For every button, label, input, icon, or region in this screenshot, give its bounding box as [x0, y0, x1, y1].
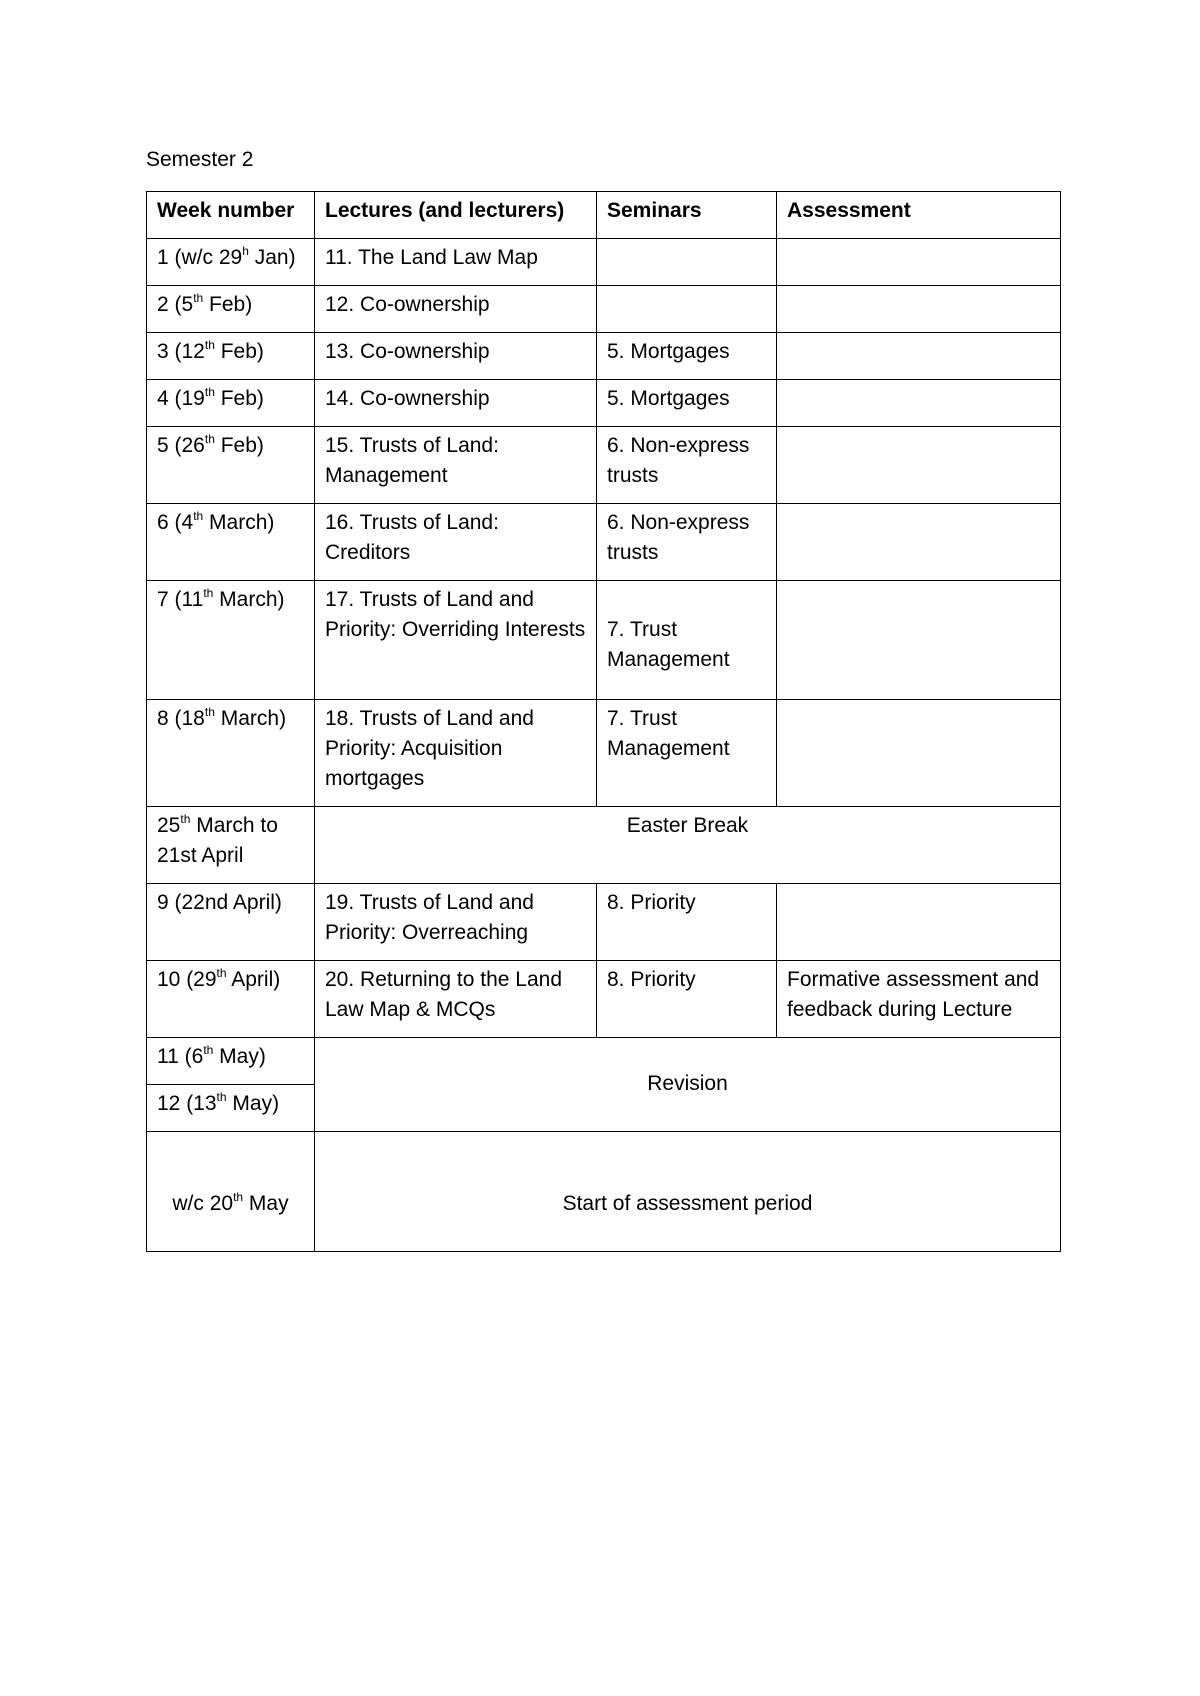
assessment-cell — [777, 884, 1061, 961]
week-cell: 10 (29th April) — [147, 961, 315, 1038]
table-row — [147, 504, 1061, 581]
assessment-cell — [777, 380, 1061, 427]
lecture-cell: 16. Trusts of Land: Creditors — [315, 504, 597, 581]
schedule-table — [146, 191, 1061, 1252]
assessment-cell — [777, 239, 1061, 286]
table-row — [147, 581, 1061, 700]
easter-break-label: Easter Break — [315, 807, 1061, 884]
assessment-cell: Formative assessment and feedback during Lecture — [777, 961, 1061, 1038]
table-row — [147, 884, 1061, 961]
seminar-cell: 6. Non-express trusts — [597, 504, 777, 581]
table-row — [147, 1038, 1061, 1085]
lecture-cell: 11. The Land Law Map — [315, 239, 597, 286]
table-row — [147, 427, 1061, 504]
week-cell: 3 (12th Feb) — [147, 333, 315, 380]
table-row — [147, 239, 1061, 286]
revision-label: Revision — [315, 1038, 1061, 1132]
seminar-cell — [597, 286, 777, 333]
assessment-period-label: Start of assessment period — [315, 1132, 1061, 1252]
week-cell: 8 (18th March) — [147, 700, 315, 807]
lecture-cell: 18. Trusts of Land and Priority: Acquisition mortgages — [315, 700, 597, 807]
week-cell: 25th March to 21st April — [147, 807, 315, 884]
lecture-cell: 17. Trusts of Land and Priority: Overriding Interests — [315, 581, 597, 700]
lecture-cell: 12. Co-ownership — [315, 286, 597, 333]
week-cell: w/c 20th May — [147, 1132, 315, 1252]
week-cell: 11 (6th May) — [147, 1038, 315, 1085]
easter-row — [147, 807, 1061, 884]
seminar-cell: 8. Priority — [597, 884, 777, 961]
table-row — [147, 333, 1061, 380]
week-cell: 5 (26th Feb) — [147, 427, 315, 504]
assessment-cell — [777, 286, 1061, 333]
page-heading: Semester 2 — [146, 148, 254, 171]
week-cell: 9 (22nd April) — [147, 884, 315, 961]
assessment-cell — [777, 333, 1061, 380]
week-cell: 2 (5th Feb) — [147, 286, 315, 333]
table-row — [147, 286, 1061, 333]
week-cell: 4 (19th Feb) — [147, 380, 315, 427]
seminar-cell: 7. Trust Management — [597, 700, 777, 807]
seminar-cell: 7. Trust Management — [597, 581, 777, 700]
assessment-period-row — [147, 1132, 1061, 1252]
header-seminars: Seminars — [597, 192, 777, 239]
table-row — [147, 961, 1061, 1038]
lecture-cell: 19. Trusts of Land and Priority: Overreaching — [315, 884, 597, 961]
week-cell: 7 (11th March) — [147, 581, 315, 700]
lecture-cell: 14. Co-ownership — [315, 380, 597, 427]
week-cell: 6 (4th March) — [147, 504, 315, 581]
seminar-cell: 5. Mortgages — [597, 380, 777, 427]
header-week: Week number — [147, 192, 315, 239]
week-cell: 12 (13th May) — [147, 1085, 315, 1132]
assessment-cell — [777, 581, 1061, 700]
assessment-cell — [777, 427, 1061, 504]
assessment-cell — [777, 700, 1061, 807]
table-row — [147, 380, 1061, 427]
header-row — [147, 192, 1061, 239]
lecture-cell: 13. Co-ownership — [315, 333, 597, 380]
seminar-cell — [597, 239, 777, 286]
header-lectures: Lectures (and lecturers) — [315, 192, 597, 239]
seminar-cell: 5. Mortgages — [597, 333, 777, 380]
lecture-cell: 20. Returning to the Land Law Map & MCQs — [315, 961, 597, 1038]
seminar-cell: 8. Priority — [597, 961, 777, 1038]
table-row — [147, 700, 1061, 807]
header-assessment: Assessment — [777, 192, 1061, 239]
assessment-cell — [777, 504, 1061, 581]
seminar-cell: 6. Non-express trusts — [597, 427, 777, 504]
lecture-cell: 15. Trusts of Land: Management — [315, 427, 597, 504]
week-cell: 1 (w/c 29$^h$ Jan) — [147, 239, 315, 286]
